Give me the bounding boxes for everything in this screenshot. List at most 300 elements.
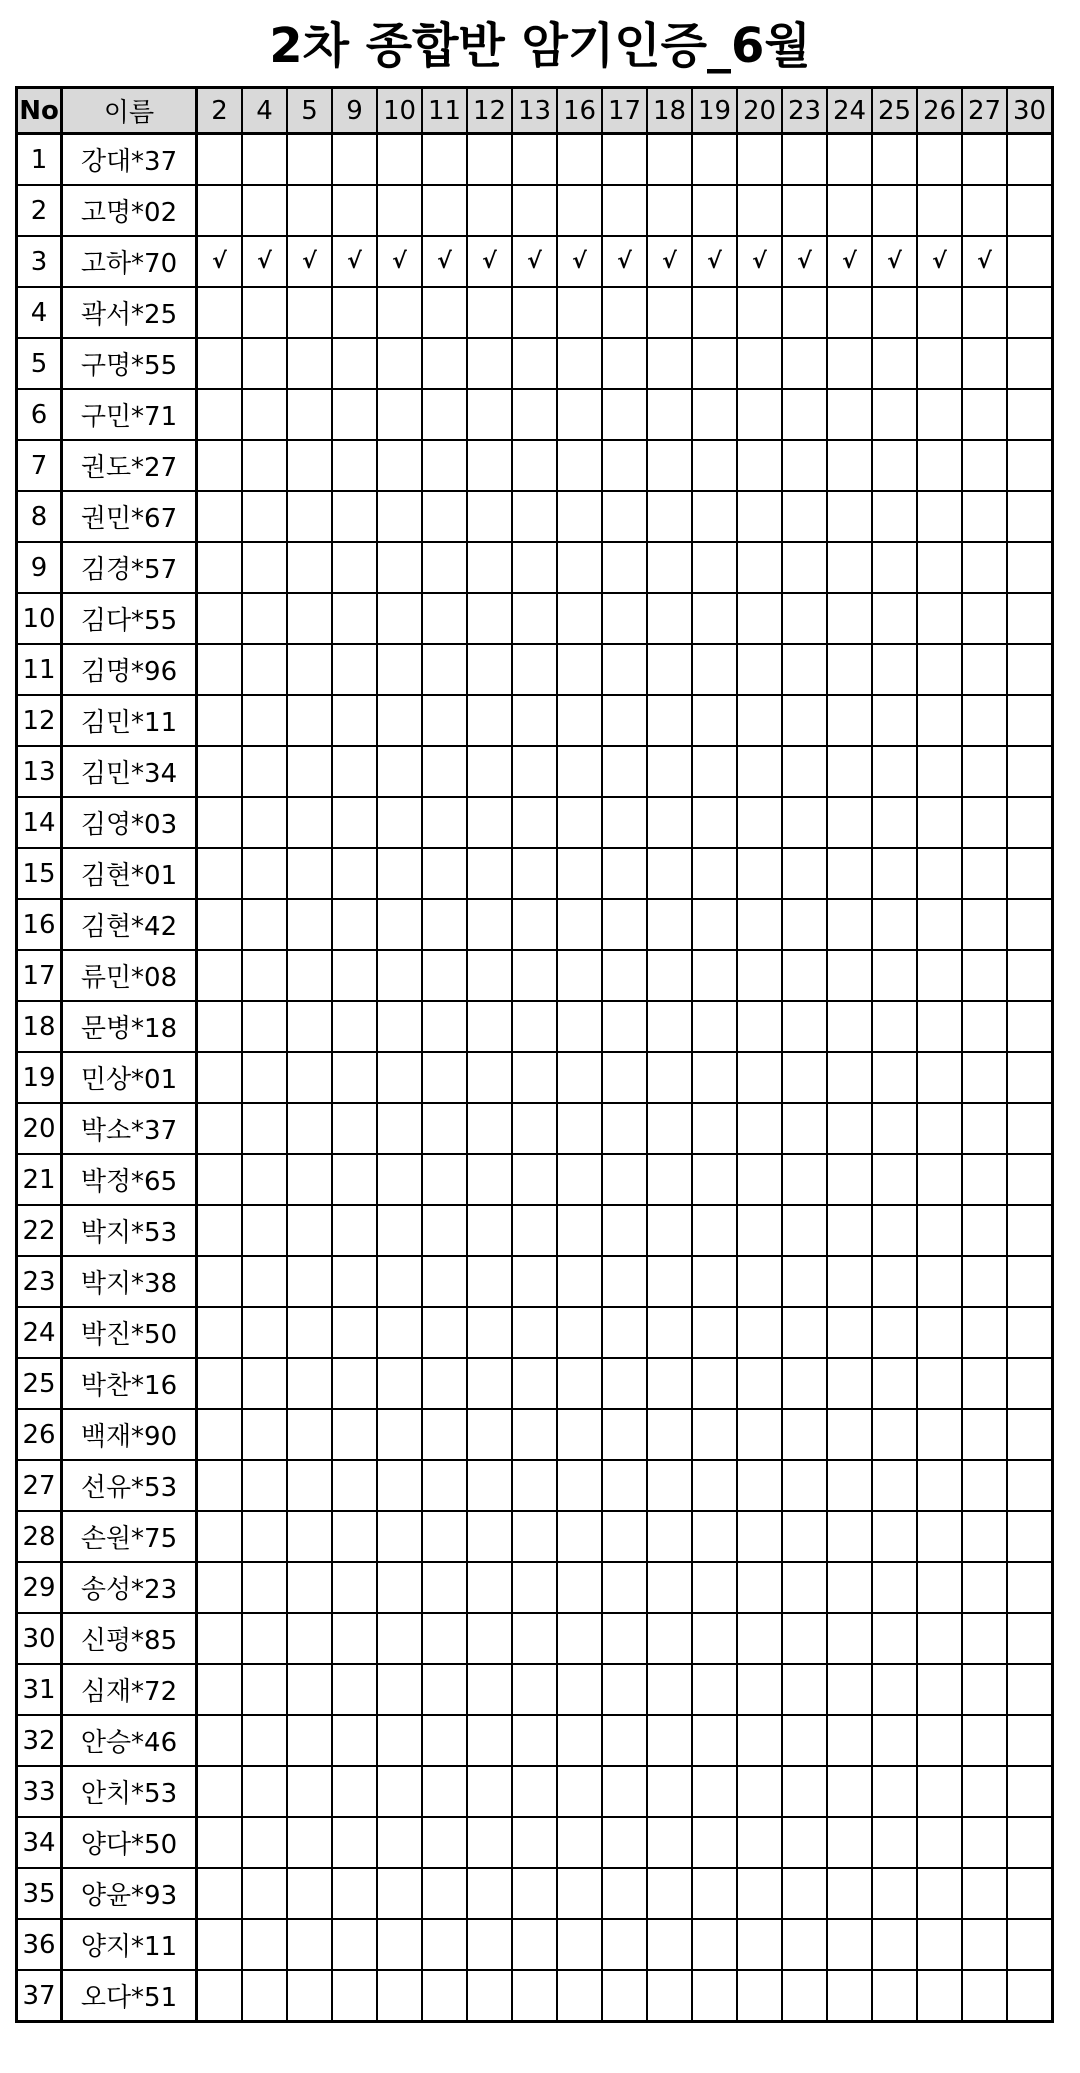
empty-cell xyxy=(647,1817,692,1868)
empty-cell xyxy=(782,440,827,491)
empty-cell xyxy=(377,491,422,542)
empty-cell xyxy=(242,134,287,186)
student-name: 김영*03 xyxy=(62,797,197,848)
empty-cell xyxy=(242,899,287,950)
empty-cell xyxy=(242,1613,287,1664)
empty-cell xyxy=(827,1664,872,1715)
empty-cell xyxy=(332,1817,377,1868)
empty-cell xyxy=(1007,593,1053,644)
row-number: 30 xyxy=(17,1613,62,1664)
table-row xyxy=(17,542,1053,593)
empty-cell xyxy=(737,1970,782,2022)
empty-cell xyxy=(917,1766,962,1817)
empty-cell xyxy=(917,899,962,950)
row-number: 6 xyxy=(17,389,62,440)
empty-cell xyxy=(962,1001,1007,1052)
check-mark: √ xyxy=(377,236,422,287)
student-name: 선유*53 xyxy=(62,1460,197,1511)
attendance-table xyxy=(15,86,1054,2023)
empty-cell xyxy=(242,797,287,848)
empty-cell xyxy=(782,848,827,899)
student-name: 송성*23 xyxy=(62,1562,197,1613)
empty-cell xyxy=(962,1205,1007,1256)
check-mark: √ xyxy=(422,236,467,287)
empty-cell xyxy=(512,1205,557,1256)
empty-cell xyxy=(422,1001,467,1052)
empty-cell xyxy=(467,593,512,644)
empty-cell xyxy=(377,389,422,440)
table-row xyxy=(17,1205,1053,1256)
empty-cell xyxy=(1007,1766,1053,1817)
empty-cell xyxy=(512,440,557,491)
table-row xyxy=(17,1001,1053,1052)
check-mark: √ xyxy=(242,236,287,287)
empty-cell xyxy=(692,1766,737,1817)
empty-cell xyxy=(872,491,917,542)
row-number: 37 xyxy=(17,1970,62,2022)
empty-cell xyxy=(287,1460,332,1511)
empty-cell xyxy=(872,542,917,593)
empty-cell xyxy=(962,1868,1007,1919)
empty-cell xyxy=(287,491,332,542)
empty-cell xyxy=(917,1664,962,1715)
student-name: 박지*53 xyxy=(62,1205,197,1256)
empty-cell xyxy=(872,1613,917,1664)
empty-cell xyxy=(827,1511,872,1562)
empty-cell xyxy=(242,287,287,338)
empty-cell xyxy=(872,1970,917,2022)
empty-cell xyxy=(287,1511,332,1562)
empty-cell xyxy=(782,1817,827,1868)
row-number: 5 xyxy=(17,338,62,389)
empty-cell xyxy=(602,593,647,644)
empty-cell xyxy=(917,797,962,848)
table-row xyxy=(17,1664,1053,1715)
empty-cell xyxy=(287,1766,332,1817)
header-day: 27 xyxy=(962,88,1007,134)
empty-cell xyxy=(602,899,647,950)
empty-cell xyxy=(737,1511,782,1562)
empty-cell xyxy=(647,644,692,695)
empty-cell xyxy=(242,1562,287,1613)
empty-cell xyxy=(1007,1511,1053,1562)
empty-cell xyxy=(242,1817,287,1868)
empty-cell xyxy=(737,1715,782,1766)
empty-cell xyxy=(962,1052,1007,1103)
header-day: 18 xyxy=(647,88,692,134)
empty-cell xyxy=(1007,1001,1053,1052)
table-row xyxy=(17,899,1053,950)
empty-cell xyxy=(242,338,287,389)
empty-cell xyxy=(602,1970,647,2022)
empty-cell xyxy=(287,1715,332,1766)
student-name: 안치*53 xyxy=(62,1766,197,1817)
empty-cell xyxy=(827,1052,872,1103)
empty-cell xyxy=(647,542,692,593)
empty-cell xyxy=(647,1409,692,1460)
empty-cell xyxy=(377,1868,422,1919)
header-day: 16 xyxy=(557,88,602,134)
empty-cell xyxy=(827,1460,872,1511)
empty-cell xyxy=(872,899,917,950)
empty-cell xyxy=(512,695,557,746)
empty-cell xyxy=(332,1154,377,1205)
empty-cell xyxy=(512,491,557,542)
empty-cell xyxy=(287,1817,332,1868)
row-number: 2 xyxy=(17,185,62,236)
empty-cell xyxy=(242,491,287,542)
student-name: 고하*70 xyxy=(62,236,197,287)
empty-cell xyxy=(962,644,1007,695)
student-name: 구명*55 xyxy=(62,338,197,389)
header-day: 24 xyxy=(827,88,872,134)
empty-cell xyxy=(377,1154,422,1205)
row-number: 12 xyxy=(17,695,62,746)
empty-cell xyxy=(287,1307,332,1358)
empty-cell xyxy=(602,1817,647,1868)
empty-cell xyxy=(782,1103,827,1154)
empty-cell xyxy=(827,746,872,797)
empty-cell xyxy=(1007,797,1053,848)
row-number: 13 xyxy=(17,746,62,797)
empty-cell xyxy=(962,1715,1007,1766)
empty-cell xyxy=(782,389,827,440)
student-name: 박진*50 xyxy=(62,1307,197,1358)
row-number: 24 xyxy=(17,1307,62,1358)
empty-cell xyxy=(782,1409,827,1460)
empty-cell xyxy=(467,644,512,695)
student-name: 신평*85 xyxy=(62,1613,197,1664)
empty-cell xyxy=(512,593,557,644)
empty-cell xyxy=(512,797,557,848)
empty-cell xyxy=(557,1307,602,1358)
empty-cell xyxy=(872,1664,917,1715)
check-mark: √ xyxy=(467,236,512,287)
empty-cell xyxy=(737,1358,782,1409)
empty-cell xyxy=(602,1052,647,1103)
empty-cell xyxy=(467,1256,512,1307)
empty-cell xyxy=(467,440,512,491)
table-body xyxy=(17,134,1053,2022)
empty-cell xyxy=(737,593,782,644)
empty-cell xyxy=(467,389,512,440)
empty-cell xyxy=(692,1817,737,1868)
empty-cell xyxy=(422,950,467,1001)
check-mark: √ xyxy=(872,236,917,287)
empty-cell xyxy=(782,899,827,950)
check-mark: √ xyxy=(917,236,962,287)
student-name: 김현*01 xyxy=(62,848,197,899)
empty-cell xyxy=(287,797,332,848)
row-number: 3 xyxy=(17,236,62,287)
empty-cell xyxy=(827,848,872,899)
empty-cell xyxy=(1007,899,1053,950)
empty-cell xyxy=(377,1766,422,1817)
student-name: 민상*01 xyxy=(62,1052,197,1103)
empty-cell xyxy=(557,1103,602,1154)
empty-cell xyxy=(782,1868,827,1919)
empty-cell xyxy=(512,1970,557,2022)
empty-cell xyxy=(557,593,602,644)
empty-cell xyxy=(422,1817,467,1868)
empty-cell xyxy=(287,542,332,593)
empty-cell xyxy=(1007,236,1053,287)
empty-cell xyxy=(1007,695,1053,746)
empty-cell xyxy=(737,1256,782,1307)
empty-cell xyxy=(647,1562,692,1613)
empty-cell xyxy=(647,1919,692,1970)
empty-cell xyxy=(827,695,872,746)
header-name: 이름 xyxy=(62,88,197,134)
empty-cell xyxy=(512,1154,557,1205)
empty-cell xyxy=(962,1460,1007,1511)
empty-cell xyxy=(962,1154,1007,1205)
table-row xyxy=(17,1154,1053,1205)
empty-cell xyxy=(422,1256,467,1307)
empty-cell xyxy=(332,389,377,440)
empty-cell xyxy=(602,338,647,389)
empty-cell xyxy=(827,1766,872,1817)
empty-cell xyxy=(737,1766,782,1817)
empty-cell xyxy=(197,695,243,746)
empty-cell xyxy=(242,848,287,899)
empty-cell xyxy=(692,1409,737,1460)
empty-cell xyxy=(602,1256,647,1307)
empty-cell xyxy=(782,287,827,338)
empty-cell xyxy=(422,899,467,950)
empty-cell xyxy=(512,1358,557,1409)
empty-cell xyxy=(467,1511,512,1562)
empty-cell xyxy=(782,1970,827,2022)
empty-cell xyxy=(197,491,243,542)
empty-cell xyxy=(602,1868,647,1919)
empty-cell xyxy=(557,1205,602,1256)
empty-cell xyxy=(557,1715,602,1766)
empty-cell xyxy=(962,1613,1007,1664)
table-row xyxy=(17,593,1053,644)
student-name: 김경*57 xyxy=(62,542,197,593)
header-day: 25 xyxy=(872,88,917,134)
student-name: 곽서*25 xyxy=(62,287,197,338)
empty-cell xyxy=(1007,1562,1053,1613)
empty-cell xyxy=(242,542,287,593)
empty-cell xyxy=(917,1205,962,1256)
table-row xyxy=(17,491,1053,542)
empty-cell xyxy=(332,1919,377,1970)
table-row xyxy=(17,695,1053,746)
empty-cell xyxy=(647,1358,692,1409)
empty-cell xyxy=(422,338,467,389)
empty-cell xyxy=(692,644,737,695)
empty-cell xyxy=(827,1919,872,1970)
check-mark: √ xyxy=(197,236,243,287)
empty-cell xyxy=(422,1715,467,1766)
empty-cell xyxy=(512,1052,557,1103)
empty-cell xyxy=(287,1256,332,1307)
empty-cell xyxy=(512,1562,557,1613)
empty-cell xyxy=(872,134,917,186)
empty-cell xyxy=(377,1307,422,1358)
empty-cell xyxy=(377,1715,422,1766)
empty-cell xyxy=(962,593,1007,644)
empty-cell xyxy=(332,1868,377,1919)
empty-cell xyxy=(602,1154,647,1205)
empty-cell xyxy=(197,1766,243,1817)
empty-cell xyxy=(872,644,917,695)
empty-cell xyxy=(917,644,962,695)
empty-cell xyxy=(557,1052,602,1103)
empty-cell xyxy=(692,1919,737,1970)
empty-cell xyxy=(197,797,243,848)
empty-cell xyxy=(782,1919,827,1970)
empty-cell xyxy=(557,134,602,186)
empty-cell xyxy=(422,1052,467,1103)
empty-cell xyxy=(962,491,1007,542)
empty-cell xyxy=(602,389,647,440)
empty-cell xyxy=(467,950,512,1001)
empty-cell xyxy=(782,593,827,644)
empty-cell xyxy=(467,1358,512,1409)
empty-cell xyxy=(602,1001,647,1052)
empty-cell xyxy=(692,1154,737,1205)
empty-cell xyxy=(557,1358,602,1409)
empty-cell xyxy=(1007,185,1053,236)
empty-cell xyxy=(602,491,647,542)
empty-cell xyxy=(1007,1154,1053,1205)
empty-cell xyxy=(602,1562,647,1613)
empty-cell xyxy=(242,593,287,644)
empty-cell xyxy=(962,542,1007,593)
empty-cell xyxy=(782,746,827,797)
header-day: 20 xyxy=(737,88,782,134)
empty-cell xyxy=(197,185,243,236)
empty-cell xyxy=(557,797,602,848)
empty-cell xyxy=(962,848,1007,899)
empty-cell xyxy=(962,1103,1007,1154)
empty-cell xyxy=(197,1307,243,1358)
row-number: 16 xyxy=(17,899,62,950)
row-number: 28 xyxy=(17,1511,62,1562)
empty-cell xyxy=(422,287,467,338)
empty-cell xyxy=(602,1664,647,1715)
empty-cell xyxy=(872,950,917,1001)
empty-cell xyxy=(827,1103,872,1154)
row-number: 7 xyxy=(17,440,62,491)
empty-cell xyxy=(287,287,332,338)
empty-cell xyxy=(332,542,377,593)
empty-cell xyxy=(377,338,422,389)
empty-cell xyxy=(647,287,692,338)
empty-cell xyxy=(467,1052,512,1103)
empty-cell xyxy=(827,1205,872,1256)
empty-cell xyxy=(377,185,422,236)
empty-cell xyxy=(917,1919,962,1970)
empty-cell xyxy=(287,1562,332,1613)
empty-cell xyxy=(917,491,962,542)
empty-cell xyxy=(422,1664,467,1715)
empty-cell xyxy=(197,440,243,491)
empty-cell xyxy=(602,1511,647,1562)
table-row xyxy=(17,1511,1053,1562)
empty-cell xyxy=(872,1001,917,1052)
empty-cell xyxy=(647,1613,692,1664)
empty-cell xyxy=(197,389,243,440)
empty-cell xyxy=(557,1868,602,1919)
empty-cell xyxy=(197,1409,243,1460)
empty-cell xyxy=(242,1715,287,1766)
empty-cell xyxy=(737,1868,782,1919)
empty-cell xyxy=(557,542,602,593)
student-name: 강대*37 xyxy=(62,134,197,186)
empty-cell xyxy=(782,1460,827,1511)
empty-cell xyxy=(332,1409,377,1460)
empty-cell xyxy=(917,185,962,236)
table-row xyxy=(17,950,1053,1001)
table-row xyxy=(17,1052,1053,1103)
student-name: 오다*51 xyxy=(62,1970,197,2022)
empty-cell xyxy=(692,1205,737,1256)
empty-cell xyxy=(242,1970,287,2022)
table-row xyxy=(17,440,1053,491)
empty-cell xyxy=(737,491,782,542)
empty-cell xyxy=(557,389,602,440)
empty-cell xyxy=(737,848,782,899)
empty-cell xyxy=(197,1205,243,1256)
table-row xyxy=(17,746,1053,797)
empty-cell xyxy=(197,1358,243,1409)
empty-cell xyxy=(602,644,647,695)
empty-cell xyxy=(692,1103,737,1154)
empty-cell xyxy=(737,1205,782,1256)
empty-cell xyxy=(422,1154,467,1205)
check-mark: √ xyxy=(962,236,1007,287)
empty-cell xyxy=(332,440,377,491)
empty-cell xyxy=(827,134,872,186)
header-day: 23 xyxy=(782,88,827,134)
empty-cell xyxy=(1007,1970,1053,2022)
empty-cell xyxy=(467,848,512,899)
empty-cell xyxy=(287,1358,332,1409)
empty-cell xyxy=(377,1001,422,1052)
empty-cell xyxy=(827,1562,872,1613)
empty-cell xyxy=(872,1511,917,1562)
empty-cell xyxy=(782,797,827,848)
empty-cell xyxy=(872,185,917,236)
student-name: 권민*67 xyxy=(62,491,197,542)
empty-cell xyxy=(242,1256,287,1307)
empty-cell xyxy=(467,1307,512,1358)
empty-cell xyxy=(782,1715,827,1766)
empty-cell xyxy=(197,287,243,338)
empty-cell xyxy=(872,338,917,389)
empty-cell xyxy=(422,1613,467,1664)
header-day: 12 xyxy=(467,88,512,134)
empty-cell xyxy=(512,134,557,186)
student-name: 양지*11 xyxy=(62,1919,197,1970)
empty-cell xyxy=(197,593,243,644)
empty-cell xyxy=(602,542,647,593)
empty-cell xyxy=(512,1919,557,1970)
empty-cell xyxy=(242,440,287,491)
empty-cell xyxy=(782,1511,827,1562)
empty-cell xyxy=(647,1868,692,1919)
empty-cell xyxy=(737,695,782,746)
header-day: 13 xyxy=(512,88,557,134)
header-day: 4 xyxy=(242,88,287,134)
empty-cell xyxy=(512,1307,557,1358)
empty-cell xyxy=(1007,1205,1053,1256)
empty-cell xyxy=(692,899,737,950)
